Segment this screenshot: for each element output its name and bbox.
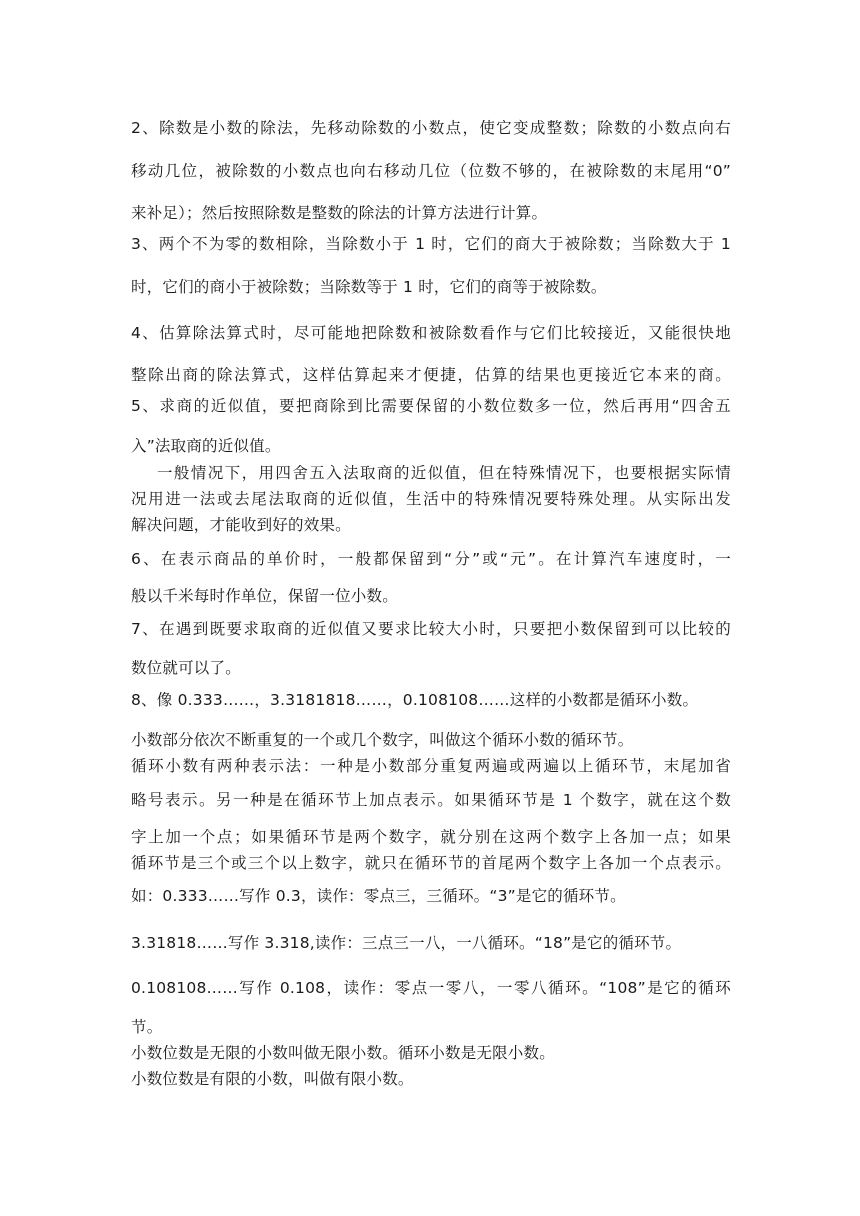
paragraph-4-line-1: 4、估算除法算式时，尽可能地把除数和被除数看作与它们比较接近，又能很快地 (131, 324, 731, 342)
paragraph-6-line-2: 般以千米每时作单位，保留一位小数。 (131, 587, 398, 605)
repetend-definition: 小数部分依次不断重复的一个或几个数字，叫做这个循环小数的循环节。 (131, 731, 634, 749)
example-line-2: 3.31818……写作 3.318,读作：三点三一八，一八循环。“18”是它的循环节。 (131, 934, 682, 952)
paragraph-3-line-2: 时，它们的商小于被除数；当除数等于 1 时，它们的商等于被除数。 (131, 278, 607, 296)
example-line-1: 如：0.333……写作 0.3，读作：零点三，三循环。“3”是它的循环节。 (131, 887, 626, 905)
paragraph-6-line-1: 6、在表示商品的单价时，一般都保留到“分”或“元”。在计算汽车速度时，一 (131, 550, 731, 568)
paragraph-2-line-2: 移动几位，被除数的小数点也向右移动几位（位数不够的，在被除数的末尾用“0” (131, 162, 731, 180)
paragraph-2-line-1: 2、除数是小数的除法，先移动除数的小数点，使它变成整数；除数的小数点向右 (131, 119, 731, 137)
example-line-3: 0.108108……写作 0.108，读作：零点一零八，一零八循环。“108”是它的循环 (131, 979, 731, 997)
example-line-4: 节。 (131, 1018, 163, 1036)
infinite-decimal-definition: 小数位数是无限的小数叫做无限小数。循环小数是无限小数。 (131, 1044, 555, 1062)
paragraph-7-line-2: 数位就可以了。 (131, 659, 241, 677)
paragraph-5-line-1: 5、求商的近似值，要把商除到比需要保留的小数位数多一位，然后再用“四舍五 (131, 397, 731, 415)
paragraph-5b-line-3: 解决问题，才能收到好的效果。 (131, 516, 351, 534)
paragraph-7-line-1: 7、在遇到既要求取商的近似值又要求比较大小时，只要把小数保留到可以比较的 (131, 620, 731, 638)
paragraph-5b-line-1: 一般情况下，用四舍五入法取商的近似值，但在特殊情况下，也要根据实际情 (157, 464, 731, 482)
paragraph-5-line-2: 入”法取商的近似值。 (131, 437, 281, 455)
notation-line-1: 循环小数有两种表示法：一种是小数部分重复两遍或两遍以上循环节，末尾加省 (131, 757, 731, 775)
notation-line-4: 循环节是三个或三个以上数字，就只在循环节的首尾两个数字上各加一个点表示。 (131, 854, 731, 872)
paragraph-8-line-1: 8、像 0.333……，3.3181818……，0.108108……这样的小数都是循环小数。 (131, 691, 699, 709)
finite-decimal-definition: 小数位数是有限的小数，叫做有限小数。 (131, 1070, 414, 1088)
paragraph-2-line-3: 来补足）；然后按照除数是整数的除法的计算方法进行计算。 (131, 204, 548, 222)
paragraph-5b-line-2: 况用进一法或去尾法取商的近似值，生活中的特殊情况要特殊处理。从实际出发 (131, 490, 731, 508)
paragraph-4-line-2: 整除出商的除法算式，这样估算起来才便捷，估算的结果也更接近它本来的商。 (131, 366, 731, 384)
notation-line-3: 字上加一个点；如果循环节是两个数字，就分别在这两个数字上各加一点；如果 (131, 828, 731, 846)
paragraph-3-line-1: 3、两个不为零的数相除，当除数小于 1 时，它们的商大于被除数；当除数大于 1 (131, 235, 731, 253)
notation-line-2: 略号表示。另一种是在循环节上加点表示。如果循环节是 1 个数字，就在这个数 (131, 791, 731, 809)
